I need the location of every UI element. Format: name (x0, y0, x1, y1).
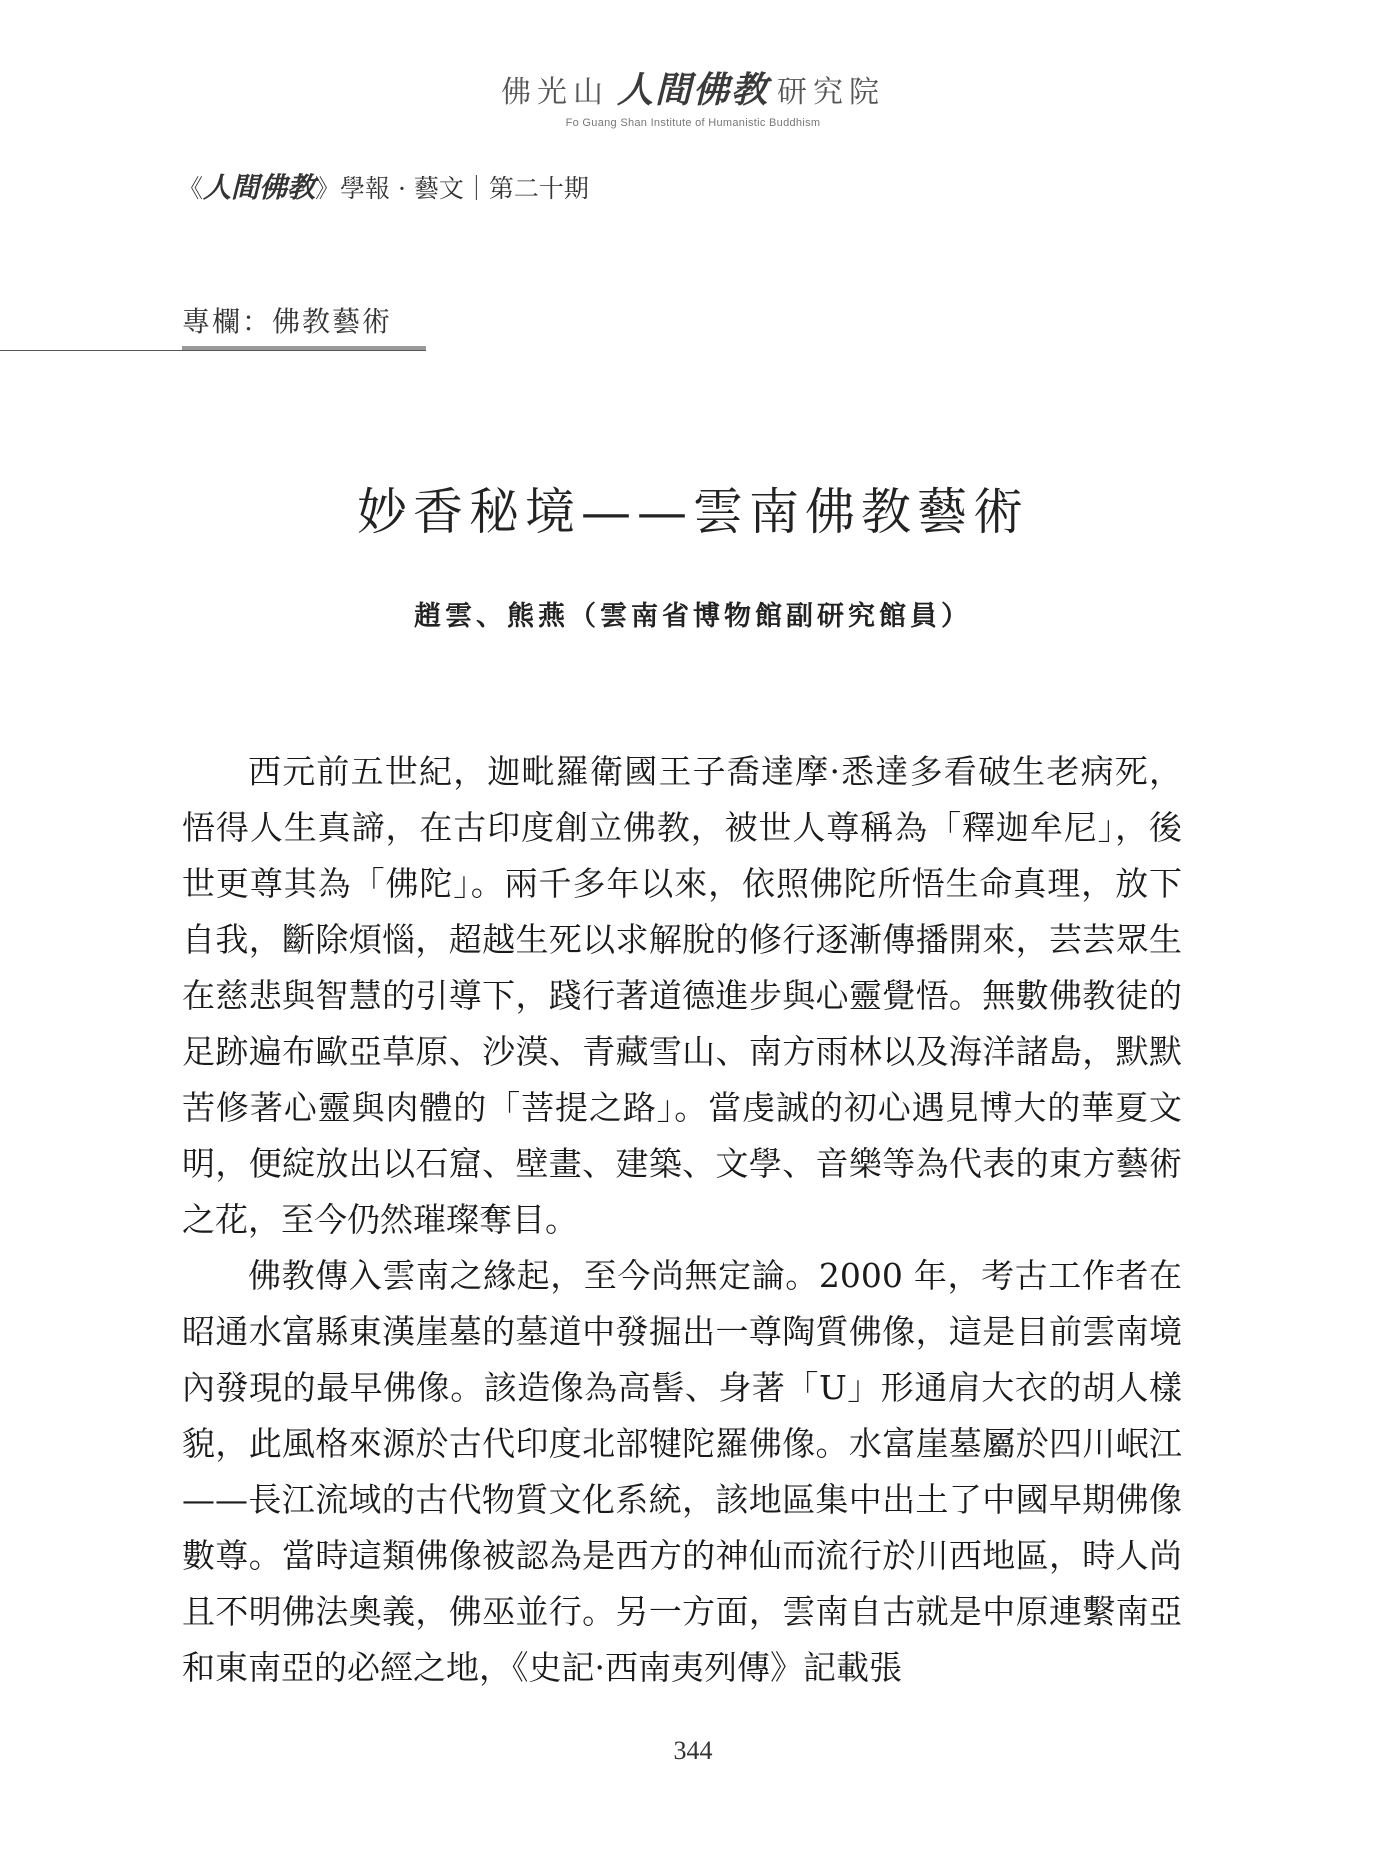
masthead-suffix: 研究院 (777, 75, 885, 110)
running-head-logo: 人間佛教 (203, 171, 316, 204)
body-paragraph: 西元前五世紀，迦毗羅衛國王子喬達摩·悉達多看破生老病死，悟得人生真諦，在古印度創立佛教，被世人尊稱為「釋迦牟尼」，後世更尊其為「佛陀」。兩千多年以來，依照佛陀所悟生命真理，放下自我，斷除煩惱，超越生死以求解脫的修行逐漸傳播開來，芸芸眾生在慈悲與智慧的引導下，踐行著道德進步與心靈覺悟。無數佛教徒的足跡遍布歐亞草原、沙漠、青藏雪山、南方雨林以及海洋諸島，默默苦修著心靈與肉體的「菩提之路」。當虔誠的初心遇見博大的華夏文明，便綻放出以石窟、壁畫、建築、文學、音樂等為代表的東方藝術之花，至今仍然璀璨奪目。 (182, 752, 1182, 1239)
running-head-open: 《 (178, 174, 204, 203)
article-title: 妙香秘境——雲南佛教藝術 (357, 483, 1029, 541)
institute-name (0, 62, 1386, 113)
column-label: 專欄：佛教藝術 (182, 305, 393, 338)
masthead (0, 62, 1386, 129)
running-head-rest: 》學報 · 藝文｜第二十期 (315, 174, 589, 203)
masthead-prefix: 佛光山 (500, 75, 609, 110)
article-body (182, 744, 1182, 1696)
humanistic-buddhism-logo: 人間佛教 (616, 69, 769, 111)
column-divider (0, 350, 426, 351)
body-paragraph: 佛教傳入雲南之緣起，至今尚無定論。2000 年，考古工作者在昭通水富縣東漢崖墓的墓道中發掘出一尊陶質佛像，這是目前雲南境內發現的最早佛像。該造像為高髻、身著「U」形通肩大衣的胡人樣貌，此風格來源於古代印度北部犍陀羅佛像。水富崖墓屬於四川岷江——長江流域的古代物質文化系統，該地區集中出土了中國早期佛像數尊。當時這類佛像被認為是西方的神仙而流行於川西地區，時人尚且不明佛法奧義，佛巫並行。另一方面，雲南自古就是中原連繫南亞和東南亞的必經之地，《史記·西南夷列傳》記載張 (182, 1256, 1182, 1687)
page-number: 344 (673, 1736, 713, 1765)
article-byline: 趙雲、熊燕（雲南省博物館副研究館員） (414, 601, 972, 632)
institute-english-name: Fo Guang Shan Institute of Humanistic Buddhism (565, 117, 821, 129)
journal-running-head (178, 166, 589, 206)
